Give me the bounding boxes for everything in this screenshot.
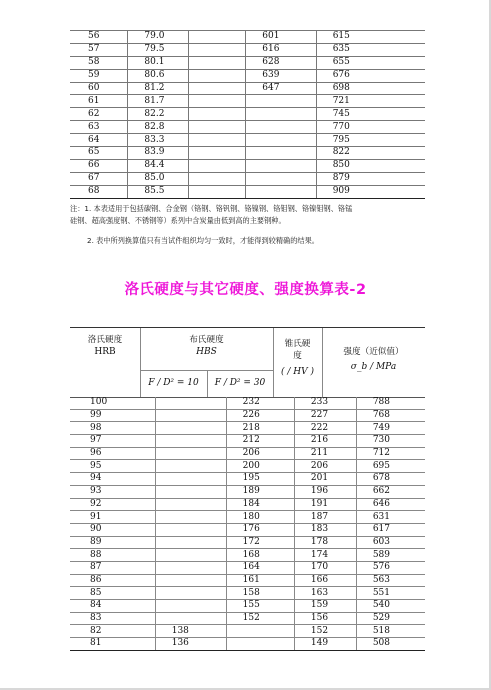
table-cell: 94 bbox=[70, 473, 155, 486]
table-row bbox=[70, 485, 425, 498]
table-cell: 138 bbox=[155, 625, 226, 638]
table-cell bbox=[188, 185, 245, 198]
table-cell bbox=[246, 172, 316, 185]
table-row bbox=[70, 638, 425, 651]
table-cell: 176 bbox=[226, 523, 294, 536]
table-cell: 83.9 bbox=[128, 147, 188, 160]
table-row bbox=[70, 447, 425, 460]
brinell-sub-30: F / D² = 30 bbox=[214, 378, 266, 388]
table-cell: 84 bbox=[70, 600, 155, 613]
table-cell: 81 bbox=[70, 638, 155, 651]
table-cell: 647 bbox=[246, 82, 316, 95]
table-cell bbox=[188, 95, 245, 108]
table-cell bbox=[188, 147, 245, 160]
table-cell: 156 bbox=[294, 612, 356, 625]
table-cell bbox=[155, 435, 226, 448]
header-divider bbox=[140, 370, 273, 371]
bottom-table-header bbox=[70, 327, 425, 398]
table-cell: 211 bbox=[294, 447, 356, 460]
table-cell: 576 bbox=[356, 561, 425, 574]
table-cell bbox=[246, 147, 316, 160]
table-cell: 152 bbox=[226, 612, 294, 625]
table-cell: 195 bbox=[226, 473, 294, 486]
table-cell bbox=[155, 523, 226, 536]
bottom-table-body bbox=[70, 397, 425, 650]
table-cell: 508 bbox=[356, 638, 425, 651]
table-cell: 60 bbox=[70, 82, 128, 95]
table-row bbox=[70, 600, 425, 613]
table-cell: 83.3 bbox=[128, 134, 188, 147]
table-cell: 56 bbox=[70, 31, 128, 44]
table-cell: 84.4 bbox=[128, 159, 188, 172]
table-cell bbox=[155, 511, 226, 524]
table-cell: 174 bbox=[294, 549, 356, 562]
table-cell bbox=[155, 612, 226, 625]
section-title: 洛氏硬度与其它硬度、强度换算表-2 bbox=[124, 282, 367, 298]
note-1-line-2: 硅钢、超高强度钢、不锈钢等）系列中含炭量由低到高的主要钢种。 bbox=[70, 216, 286, 225]
table-cell: 227 bbox=[294, 409, 356, 422]
table-cell: 172 bbox=[226, 536, 294, 549]
table-cell: 635 bbox=[316, 43, 425, 56]
table-row bbox=[70, 108, 425, 121]
table-cell: 222 bbox=[294, 422, 356, 435]
table-cell: 85.0 bbox=[128, 172, 188, 185]
table-cell: 206 bbox=[294, 460, 356, 473]
table-cell: 57 bbox=[70, 43, 128, 56]
table-cell: 662 bbox=[356, 485, 425, 498]
vickers-header-line-1: 锥氏硬 bbox=[284, 339, 311, 349]
table-cell bbox=[188, 134, 245, 147]
table-cell: 88 bbox=[70, 549, 155, 562]
table-cell bbox=[188, 31, 245, 44]
table-cell: 216 bbox=[294, 435, 356, 448]
table-cell: 58 bbox=[70, 56, 128, 69]
table-row bbox=[70, 511, 425, 524]
table-cell: 655 bbox=[316, 56, 425, 69]
table-row bbox=[70, 172, 425, 185]
table-row bbox=[70, 536, 425, 549]
table-cell: 163 bbox=[294, 587, 356, 600]
table-cell: 166 bbox=[294, 574, 356, 587]
vickers-header-line-2: 度 bbox=[293, 351, 302, 361]
table-cell bbox=[188, 121, 245, 134]
table-cell: 589 bbox=[356, 549, 425, 562]
table-cell bbox=[188, 69, 245, 82]
table-cell: 68 bbox=[70, 185, 128, 198]
table-row bbox=[70, 43, 425, 56]
table-cell bbox=[246, 134, 316, 147]
table-cell: 218 bbox=[226, 422, 294, 435]
table-cell: 909 bbox=[316, 185, 425, 198]
table-cell: 206 bbox=[226, 447, 294, 460]
table-cell: 617 bbox=[356, 523, 425, 536]
table-cell: 551 bbox=[356, 587, 425, 600]
table-notes bbox=[70, 203, 422, 227]
table-cell bbox=[155, 473, 226, 486]
hrb-header-en: HRB bbox=[94, 347, 116, 357]
table-cell: 63 bbox=[70, 121, 128, 134]
strength-header-cn: 强度（近似值） bbox=[343, 347, 404, 357]
note-2: 2. 表中所列换算值只有当试件组织均匀一致时，才能得到较精确的结果。 bbox=[87, 236, 319, 245]
table-cell bbox=[226, 638, 294, 651]
table-row bbox=[70, 56, 425, 69]
table-row bbox=[70, 612, 425, 625]
table-cell: 788 bbox=[356, 397, 425, 409]
table-row bbox=[70, 31, 425, 44]
table-row bbox=[70, 587, 425, 600]
table-cell: 183 bbox=[294, 523, 356, 536]
table-cell bbox=[155, 409, 226, 422]
table-cell: 82.2 bbox=[128, 108, 188, 121]
table-cell bbox=[155, 498, 226, 511]
table-cell: 628 bbox=[246, 56, 316, 69]
table-cell: 87 bbox=[70, 561, 155, 574]
table-cell bbox=[188, 159, 245, 172]
table-cell bbox=[155, 600, 226, 613]
hrb-header-cn: 洛氏硬度 bbox=[87, 335, 123, 345]
table-cell: 540 bbox=[356, 600, 425, 613]
table-cell bbox=[155, 587, 226, 600]
table-row bbox=[70, 134, 425, 147]
table-cell bbox=[188, 43, 245, 56]
table-cell bbox=[155, 447, 226, 460]
table-cell: 83 bbox=[70, 612, 155, 625]
table-cell bbox=[246, 95, 316, 108]
table-cell: 80.1 bbox=[128, 56, 188, 69]
table-cell: 212 bbox=[226, 435, 294, 448]
table-row bbox=[70, 460, 425, 473]
table-cell: 232 bbox=[226, 397, 294, 409]
table-cell: 62 bbox=[70, 108, 128, 121]
table-cell: 616 bbox=[246, 43, 316, 56]
table-cell: 89 bbox=[70, 536, 155, 549]
table-cell: 745 bbox=[316, 108, 425, 121]
table-cell: 59 bbox=[70, 69, 128, 82]
table-cell: 158 bbox=[226, 587, 294, 600]
table-cell: 695 bbox=[356, 460, 425, 473]
table-cell bbox=[226, 625, 294, 638]
table-row bbox=[70, 473, 425, 486]
table-cell: 563 bbox=[356, 574, 425, 587]
table-cell: 676 bbox=[316, 69, 425, 82]
table-cell: 79.5 bbox=[128, 43, 188, 56]
table-cell: 200 bbox=[226, 460, 294, 473]
table-cell: 698 bbox=[316, 82, 425, 95]
table-cell: 529 bbox=[356, 612, 425, 625]
table-cell: 61 bbox=[70, 95, 128, 108]
brinell-header-cn: 布氏硬度 bbox=[189, 335, 224, 345]
table-cell: 82.8 bbox=[128, 121, 188, 134]
table-cell: 85 bbox=[70, 587, 155, 600]
table-row bbox=[70, 147, 425, 160]
table-cell bbox=[246, 159, 316, 172]
table-row bbox=[70, 82, 425, 95]
top-conversion-table bbox=[70, 30, 425, 199]
top-table-body bbox=[70, 31, 425, 199]
table-cell: 161 bbox=[226, 574, 294, 587]
table-row bbox=[70, 69, 425, 82]
table-cell: 67 bbox=[70, 172, 128, 185]
table-cell: 170 bbox=[294, 561, 356, 574]
table-cell: 226 bbox=[226, 409, 294, 422]
table-cell: 98 bbox=[70, 422, 155, 435]
table-row bbox=[70, 625, 425, 638]
table-cell: 712 bbox=[356, 447, 425, 460]
table-cell: 90 bbox=[70, 523, 155, 536]
table-cell: 822 bbox=[316, 147, 425, 160]
table-cell: 152 bbox=[294, 625, 356, 638]
table-row bbox=[70, 523, 425, 536]
table-cell: 65 bbox=[70, 147, 128, 160]
table-row bbox=[70, 549, 425, 562]
brinell-header-en: HBS bbox=[196, 347, 217, 357]
table-cell: 96 bbox=[70, 447, 155, 460]
table-cell bbox=[188, 82, 245, 95]
table-cell bbox=[155, 460, 226, 473]
table-row bbox=[70, 95, 425, 108]
table-cell: 189 bbox=[226, 485, 294, 498]
table-cell: 159 bbox=[294, 600, 356, 613]
table-cell bbox=[155, 397, 226, 409]
table-cell: 795 bbox=[316, 134, 425, 147]
table-cell: 92 bbox=[70, 498, 155, 511]
table-cell: 66 bbox=[70, 159, 128, 172]
table-cell: 80.6 bbox=[128, 69, 188, 82]
table-cell bbox=[246, 121, 316, 134]
table-cell: 100 bbox=[70, 397, 155, 409]
note-1-line-1: 注：1. 本表适用于包括碳钢、合金钢（铬钢、铬钒钢、铬镍钢、铬钼钢、铬镍钼钢、铬锰 bbox=[70, 204, 353, 213]
table-cell: 187 bbox=[294, 511, 356, 524]
table-cell: 99 bbox=[70, 409, 155, 422]
table-cell: 850 bbox=[316, 159, 425, 172]
table-cell: 136 bbox=[155, 638, 226, 651]
table-row bbox=[70, 121, 425, 134]
table-row bbox=[70, 422, 425, 435]
table-cell: 95 bbox=[70, 460, 155, 473]
table-cell: 155 bbox=[226, 600, 294, 613]
table-cell: 678 bbox=[356, 473, 425, 486]
table-cell: 768 bbox=[356, 409, 425, 422]
table-cell: 201 bbox=[294, 473, 356, 486]
table-cell: 178 bbox=[294, 536, 356, 549]
table-cell: 81.7 bbox=[128, 95, 188, 108]
table-cell: 85.5 bbox=[128, 185, 188, 198]
table-cell bbox=[155, 422, 226, 435]
table-cell bbox=[188, 172, 245, 185]
vickers-unit: ( / HV ) bbox=[281, 367, 314, 377]
table-cell: 79.0 bbox=[128, 31, 188, 44]
table-cell: 518 bbox=[356, 625, 425, 638]
table-cell: 196 bbox=[294, 485, 356, 498]
table-row bbox=[70, 185, 425, 198]
bottom-conversion-table bbox=[70, 397, 425, 651]
table-cell: 615 bbox=[316, 31, 425, 44]
table-cell: 168 bbox=[226, 549, 294, 562]
table-cell: 770 bbox=[316, 121, 425, 134]
table-cell: 639 bbox=[246, 69, 316, 82]
table-cell bbox=[155, 485, 226, 498]
table-cell: 191 bbox=[294, 498, 356, 511]
table-cell: 164 bbox=[226, 561, 294, 574]
table-cell bbox=[155, 561, 226, 574]
table-cell: 721 bbox=[316, 95, 425, 108]
table-cell: 184 bbox=[226, 498, 294, 511]
table-cell: 180 bbox=[226, 511, 294, 524]
table-row bbox=[70, 409, 425, 422]
table-row bbox=[70, 435, 425, 448]
table-cell: 81.2 bbox=[128, 82, 188, 95]
table-cell bbox=[188, 108, 245, 121]
table-cell: 879 bbox=[316, 172, 425, 185]
table-row bbox=[70, 561, 425, 574]
brinell-sub-10: F / D² = 10 bbox=[148, 378, 199, 388]
table-cell: 749 bbox=[356, 422, 425, 435]
table-cell: 93 bbox=[70, 485, 155, 498]
table-cell: 149 bbox=[294, 638, 356, 651]
table-cell: 646 bbox=[356, 498, 425, 511]
table-cell: 601 bbox=[246, 31, 316, 44]
table-cell: 730 bbox=[356, 435, 425, 448]
table-cell: 233 bbox=[294, 397, 356, 409]
table-cell: 64 bbox=[70, 134, 128, 147]
table-row bbox=[70, 574, 425, 587]
table-row bbox=[70, 397, 425, 409]
table-cell bbox=[246, 185, 316, 198]
table-cell: 97 bbox=[70, 435, 155, 448]
strength-unit: σ_b / MPa bbox=[350, 362, 397, 372]
table-cell: 82 bbox=[70, 625, 155, 638]
table-row bbox=[70, 498, 425, 511]
table-cell: 603 bbox=[356, 536, 425, 549]
table-cell bbox=[155, 536, 226, 549]
table-cell bbox=[155, 574, 226, 587]
table-cell: 91 bbox=[70, 511, 155, 524]
table-row bbox=[70, 159, 425, 172]
table-cell: 86 bbox=[70, 574, 155, 587]
table-cell bbox=[155, 549, 226, 562]
table-cell bbox=[188, 56, 245, 69]
table-cell bbox=[246, 108, 316, 121]
table-cell: 631 bbox=[356, 511, 425, 524]
